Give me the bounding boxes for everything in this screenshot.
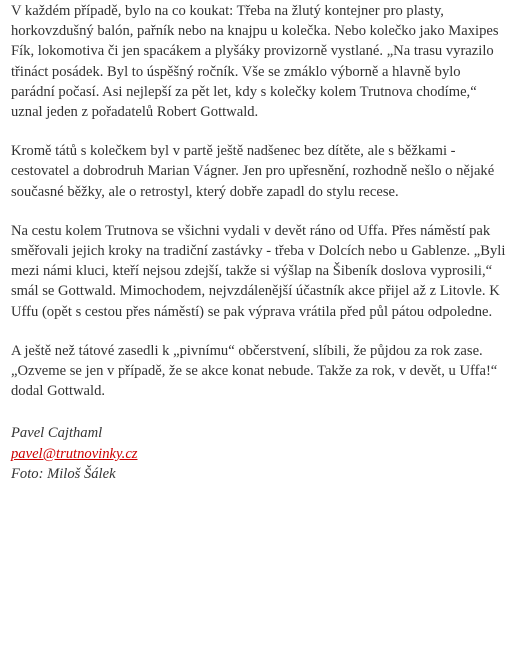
article-paragraph: V každém případě, bylo na co koukat: Třeba na žlutý kontejner pro plasty, horkovzdušný balón, pařník nebo na knajpu u kolečka. Nebo kolečko jako Maxipes Fík, lokomotiva či jen spacákem a plyšáky provizorně vystlané. „Na trasu vyrazilo třináct posádek. Byl to úspěšný ročník. Vše se zmáklo výborně a hlavně bylo parádní počasí. Asi nejlepší za pět let, kdy s kolečky kolem Trutnova chodíme,“ uznal jeden z pořadatelů Robert Gottwald. [11,3,499,121]
author-email-link[interactable]: pavel@trutnovinky.cz [11,445,138,462]
article-body [11,1,507,485]
article-paragraph: A ještě než tátové zasedli k „pivnímu“ občerstvení, slíbili, že půjdou za rok zase. „Ozveme se jen v případě, že se akce konat nebude. Takže za rok, v devět, u Uffa!“ dodal Gottwald. [11,342,498,400]
author-name: Pavel Cajthaml [11,425,103,442]
article-signature [11,423,507,485]
article-paragraph: Kromě tátů s kolečkem byl v partě ještě nadšenec bez dítěte, ale s běžkami - cestovatel a dobrodruh Marian Vágner. Jen pro upřesnění, rozhodně nešlo o nějaké současné běžky, ale o retrostyl, který dobře zapadl do stylu recese. [11,143,495,200]
article-paragraph: Na cestu kolem Trutnova se všichni vydali v devět ráno od Uffa. Přes náměstí pak směřovali jejich kroky na tradiční zastávky - třeba v Dolcích nebo u Gablenze. „Byli mezi námi kluci, kteří nejsou zdejší, takže si výšlap na Šibeník doslova vyprosili,“ smál se Gottwald. Mimochodem, nejvzdálenější účastník akce přijel až z Litovle. K Uffu (opět s cestou přes náměstí) se pak výprava vrátila před půl pátou odpoledne. [11,222,506,320]
photo-credit: Foto: Miloš Šálek [11,466,116,483]
